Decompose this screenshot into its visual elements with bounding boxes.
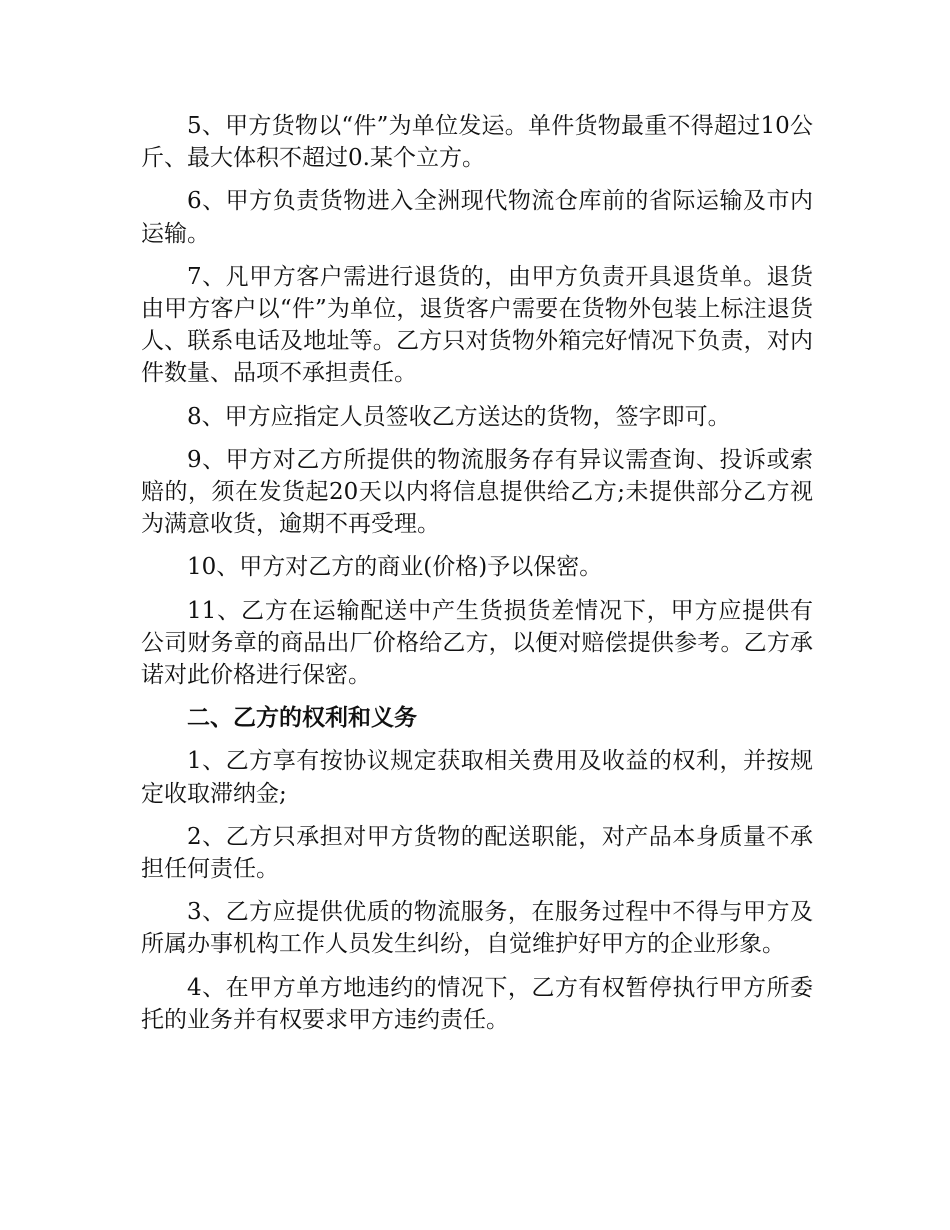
clause-7: 7、凡甲方客户需进行退货的，由甲方负责开具退货单。退货由甲方客户以“件”为单位，退货客户需要在货物外包装上标注退货人、联系电话及地址等。乙方只对货物外箱完好情况下负责，对内件数量、品项不承担责任。 xyxy=(141,263,813,387)
document-page xyxy=(141,110,813,1047)
section-heading-party-b: 二、乙方的权利和义务 xyxy=(187,704,417,732)
clause-8: 8、甲方应指定人员签收乙方送达的货物，签字即可。 xyxy=(187,403,731,430)
party-b-clause-2: 2、乙方只承担对甲方货物的配送职能，对产品本身质量不承担任何责任。 xyxy=(141,823,813,883)
clause-5: 5、甲方货物以“件”为单位发运。单件货物最重不得超过10公斤、最大体积不超过0.某个立方。 xyxy=(141,113,813,172)
clause-11: 11、乙方在运输配送中产生货损货差情况下，甲方应提供有公司财务章的商品出厂价格给乙方，以便对赔偿提供参考。乙方承诺对此价格进行保密。 xyxy=(141,597,813,689)
clause-6: 6、甲方负责货物进入全洲现代物流仓库前的省际运输及市内运输。 xyxy=(141,188,813,247)
clause-10: 10、甲方对乙方的商业(价格)予以保密。 xyxy=(187,554,603,581)
party-b-clause-3: 3、乙方应提供优质的物流服务，在服务过程中不得与甲方及所属办事机构工作人员发生纠纷，自觉维护好甲方的企业形象。 xyxy=(141,899,813,958)
clause-9: 9、甲方对乙方所提供的物流服务存有异议需查询、投诉或索赔的，须在发货起20天以内将信息提供给乙方;未提供部分乙方视为满意收货，逾期不再受理。 xyxy=(141,446,813,538)
party-b-clause-1: 1、乙方享有按协议规定获取相关费用及收益的权利，并按规定收取滞纳金; xyxy=(141,748,813,807)
party-b-clause-4: 4、在甲方单方地违约的情况下，乙方有权暂停执行甲方所委托的业务并有权要求甲方违约责任。 xyxy=(141,974,813,1033)
